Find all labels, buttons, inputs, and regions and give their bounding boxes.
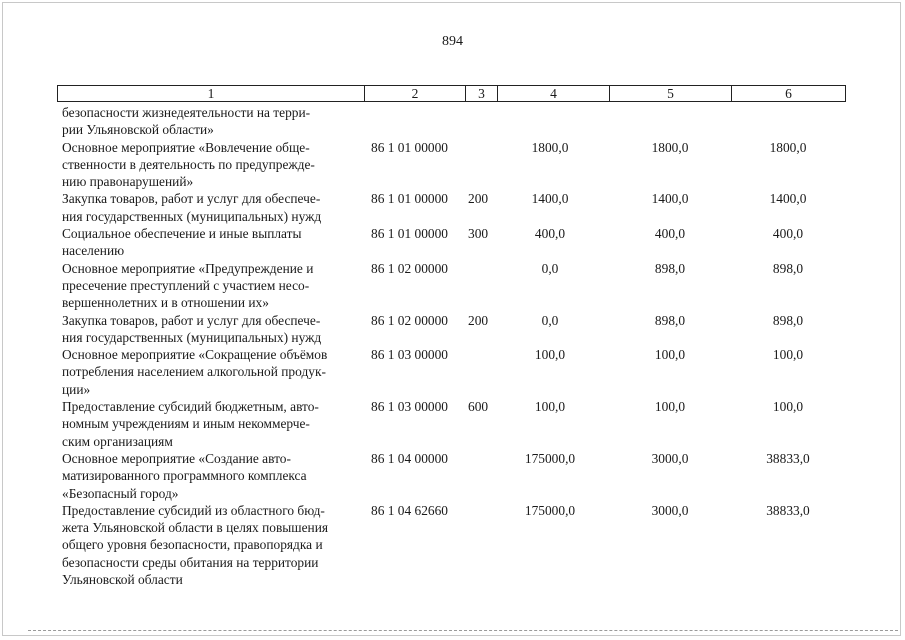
- row-value-col6: 898,0: [772, 312, 804, 328]
- table-row: [62, 190, 852, 225]
- row-name: [62, 346, 361, 398]
- row-name-line: «Безопасный город»: [62, 485, 179, 501]
- table-row: [62, 260, 852, 312]
- table-row: [62, 346, 852, 398]
- row-name-line: Основное мероприятие «Создание авто-: [62, 450, 291, 466]
- row-code: 86 1 04 62660: [371, 502, 448, 518]
- row-value-col4: 400,0: [534, 226, 566, 242]
- row-value-col6: 1400,0: [769, 191, 807, 207]
- row-name-line: населению: [62, 243, 125, 259]
- row-name-line: матизированного программного комплекса: [62, 468, 307, 484]
- row-expense-type: 600: [468, 399, 489, 415]
- row-value-col6: 38833,0: [766, 502, 810, 518]
- row-value-col4: 0,0: [541, 260, 559, 276]
- row-value-col5: 100,0: [654, 347, 686, 363]
- row-name: [62, 104, 361, 139]
- row-name-line: жета Ульяновской области в целях повышения: [62, 520, 329, 536]
- row-name-line: Основное мероприятие «Предупреждение и: [62, 260, 314, 276]
- row-expense-type: 200: [468, 312, 489, 328]
- row-name-line: Социальное обеспечение и иные выплаты: [62, 226, 302, 242]
- table-row: [62, 312, 852, 347]
- row-name-line: ции»: [62, 381, 91, 397]
- row-code: 86 1 01 00000: [371, 226, 448, 242]
- row-name-line: Предоставление субсидий бюджетным, авто-: [62, 399, 319, 415]
- row-name-line: номным учреждениям и иным некоммерче-: [62, 416, 310, 432]
- row-code: 86 1 02 00000: [371, 260, 448, 276]
- row-name-line: Закупка товаров, работ и услуг для обеспече-: [62, 312, 321, 328]
- row-value-col5: 400,0: [654, 226, 686, 242]
- header-col-6: 6: [731, 86, 845, 101]
- row-value-col6: 400,0: [772, 226, 804, 242]
- table-row: [62, 104, 852, 139]
- row-expense-type: 200: [468, 191, 489, 207]
- row-value-col6: 898,0: [772, 260, 804, 276]
- row-name-line: безопасности жизнедеятельности на терри-: [62, 105, 311, 120]
- row-code: 86 1 02 00000: [371, 312, 448, 328]
- table-row: [62, 139, 852, 191]
- row-name-line: рии Ульяновской области»: [62, 122, 214, 138]
- row-value-col4: 1800,0: [531, 139, 569, 155]
- row-name: [62, 190, 361, 225]
- row-value-col5: 3000,0: [651, 450, 689, 466]
- row-name-line: Основное мероприятие «Сокращение объёмов: [62, 347, 328, 363]
- row-name: [62, 225, 361, 260]
- row-value-col4: 100,0: [534, 399, 566, 415]
- table-row: [62, 225, 852, 260]
- row-name: [62, 312, 361, 347]
- row-name-line: Ульяновской области: [62, 572, 183, 588]
- row-name: [62, 398, 361, 450]
- row-name-line: ния государственных (муниципальных) нужд: [62, 329, 322, 345]
- row-name-line: ственности в деятельность по предупрежде-: [62, 156, 315, 172]
- row-name: [62, 260, 361, 312]
- row-name-line: пресечение преступлений с участием несо-: [62, 277, 310, 293]
- row-value-col5: 898,0: [654, 312, 686, 328]
- row-name-line: ния государственных (муниципальных) нужд: [62, 208, 322, 224]
- bottom-divider: [28, 630, 898, 631]
- row-name-line: Предоставление субсидий из областного бюд-: [62, 502, 325, 518]
- header-col-5: 5: [609, 86, 731, 101]
- table-header: [57, 85, 846, 102]
- row-name: [62, 139, 361, 191]
- table-row: [62, 398, 852, 450]
- row-name-line: Закупка товаров, работ и услуг для обеспече-: [62, 191, 321, 207]
- row-code: 86 1 04 00000: [371, 450, 448, 466]
- row-name-line: Основное мероприятие «Вовлечение обще-: [62, 139, 310, 155]
- row-value-col5: 3000,0: [651, 502, 689, 518]
- row-value-col4: 175000,0: [524, 502, 576, 518]
- row-code: 86 1 03 00000: [371, 347, 448, 363]
- row-value-col5: 100,0: [654, 399, 686, 415]
- table-row: [62, 502, 852, 588]
- row-value-col6: 1800,0: [769, 139, 807, 155]
- row-name-line: безопасности среды обитания на территории: [62, 554, 319, 570]
- row-value-col5: 898,0: [654, 260, 686, 276]
- row-name-line: ским организациям: [62, 433, 173, 449]
- row-value-col4: 100,0: [534, 347, 566, 363]
- table-body: [62, 104, 852, 588]
- row-value-col6: 100,0: [772, 347, 804, 363]
- table-row: [62, 450, 852, 502]
- row-name-line: потребления населением алкогольной продук-: [62, 364, 326, 380]
- header-col-3: 3: [465, 86, 497, 101]
- row-name-line: вершеннолетних и в отношении их»: [62, 295, 269, 311]
- row-value-col6: 100,0: [772, 399, 804, 415]
- row-code: 86 1 01 00000: [371, 139, 448, 155]
- header-col-2: 2: [364, 86, 465, 101]
- header-col-1: 1: [207, 86, 215, 101]
- row-value-col5: 1400,0: [651, 191, 689, 207]
- row-code: 86 1 03 00000: [371, 399, 448, 415]
- row-value-col4: 1400,0: [531, 191, 569, 207]
- row-expense-type: 300: [468, 226, 489, 242]
- row-value-col4: 175000,0: [524, 450, 576, 466]
- row-code: 86 1 01 00000: [371, 191, 448, 207]
- row-name: [62, 502, 361, 588]
- row-name-line: нию правонарушений»: [62, 174, 194, 190]
- header-col-4: 4: [497, 86, 609, 101]
- row-value-col4: 0,0: [541, 312, 559, 328]
- row-name-line: общего уровня безопасности, правопорядка и: [62, 537, 323, 553]
- page-number: 894: [442, 34, 463, 49]
- row-name: [62, 450, 361, 502]
- row-value-col6: 38833,0: [766, 450, 810, 466]
- row-value-col5: 1800,0: [651, 139, 689, 155]
